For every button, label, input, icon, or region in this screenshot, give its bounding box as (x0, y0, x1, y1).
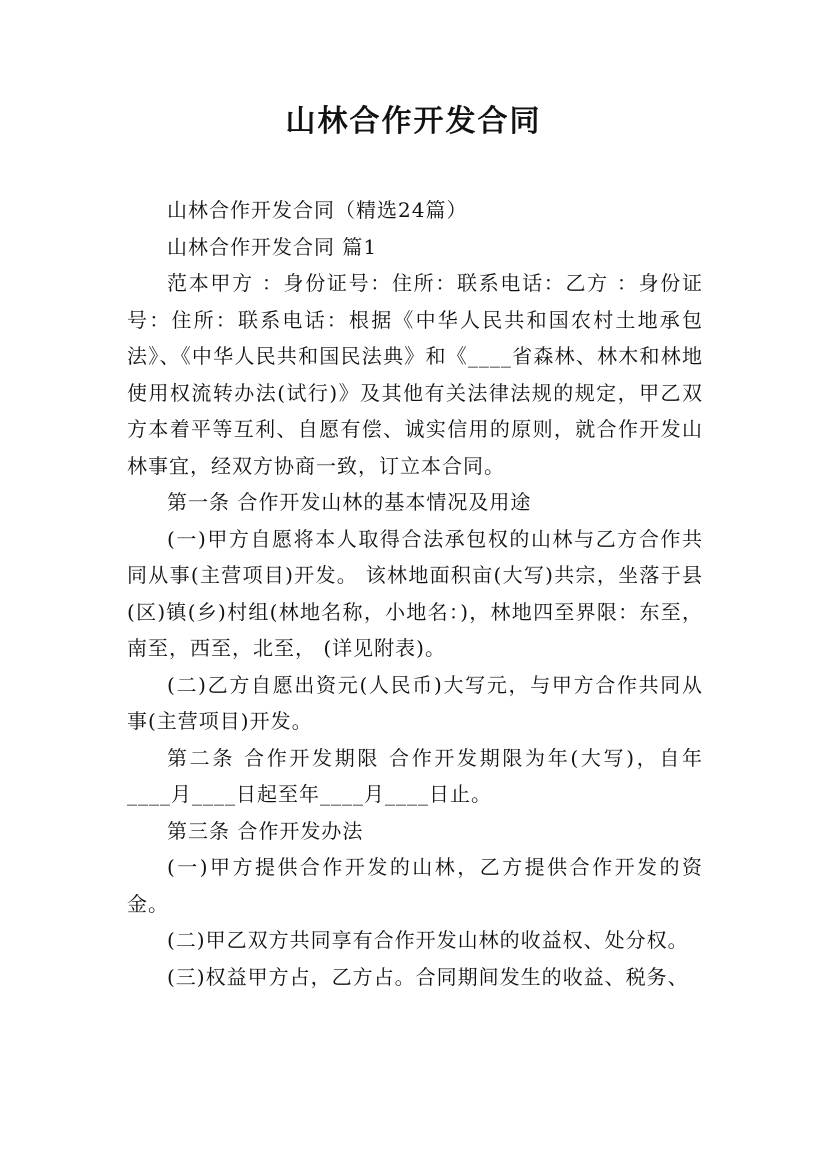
document-title: 山林合作开发合同 (285, 104, 542, 139)
paragraph-heading-article-1: 山林合作开发合同 篇1 (167, 234, 378, 259)
paragraph-clause-1-item-1: (一)甲方自愿将本人取得合法承包权的山林与乙方合作共同从事(主营项目)开发。 该林地面积亩(大写)共宗，坐落于县(区)镇(乡)村组(林地名称，小地名：)，林地四至界限：东至，南至，西至，北至， (详见附表)。 (127, 526, 703, 660)
document-body (127, 192, 703, 995)
paragraph-clause-3-item-1: (一)甲方提供合作开发的山林，乙方提供合作开发的资金。 (127, 855, 703, 916)
paragraph-clause-3-heading: 第三条 合作开发办法 (167, 818, 364, 843)
paragraph-clause-1-item-2: (二)乙方自愿出资元(人民币)大写元，与甲方合作共同从事(主营项目)开发。 (127, 672, 703, 733)
paragraph-clause-3-item-3: (三)权益甲方占，乙方占。合同期间发生的收益、税务、 (167, 964, 689, 989)
paragraph-heading-collection: 山林合作开发合同（精选24篇） (167, 198, 468, 222)
paragraph-clause-2: 第二条 合作开发期限 合作开发期限为年(大写)，自年____月____日起至年____月____日止。 (127, 745, 703, 806)
paragraph-parties: 范本甲方 ：身份证号：住所：联系电话：乙方 ：身份证号：住所：联系电话：根据《中华人民共和国农村土地承包法》、《中华人民共和国民法典》和《____省森林、林木和林地使用权流转办法(试行)》及其他有关法律法规的规定，甲乙双方本着平等互利、自愿有偿、诚实信用的原则，就合作开发山林事宜，经双方协商一致，订立本合同。 (127, 271, 703, 478)
paragraph-clause-3-item-2: (二)甲乙双方共同享有合作开发山林的收益权、处分权。 (167, 928, 689, 952)
paragraph-clause-1-heading: 第一条 合作开发山林的基本情况及用途 (167, 490, 532, 514)
